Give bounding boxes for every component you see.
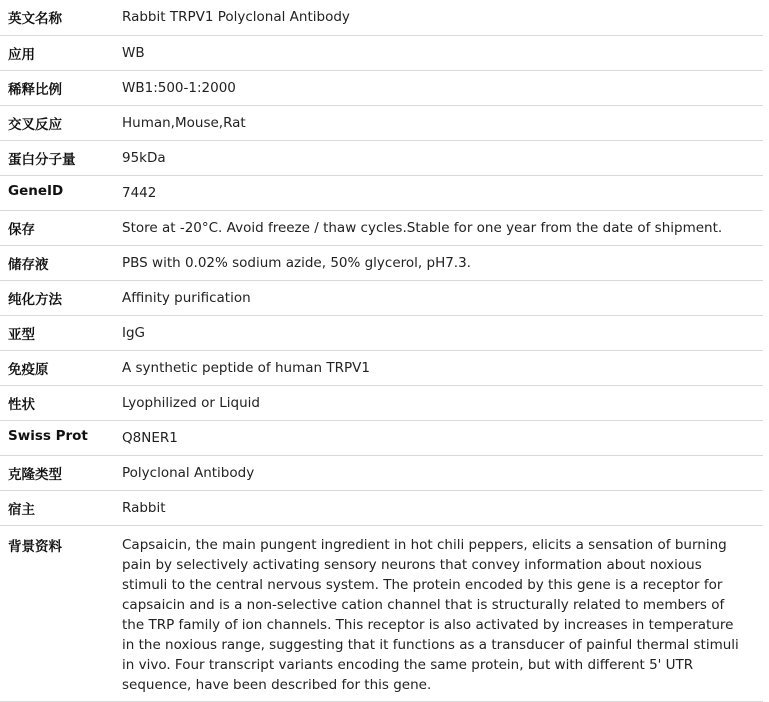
spec-row-background xyxy=(0,525,763,701)
spec-label: GeneID xyxy=(8,182,64,199)
spec-row-molecular-weight xyxy=(0,140,763,175)
spec-label: 亚型 xyxy=(8,326,35,343)
spec-label: 宿主 xyxy=(8,501,35,518)
spec-value: 7442 xyxy=(122,184,157,201)
spec-value: Affinity purification xyxy=(122,289,251,306)
spec-label: 储存液 xyxy=(8,256,49,273)
spec-value: Q8NER1 xyxy=(122,429,178,446)
spec-label: 应用 xyxy=(8,46,35,63)
spec-row-isotype xyxy=(0,315,763,350)
spec-row-dilution xyxy=(0,70,763,105)
spec-row-swiss-prot xyxy=(0,420,763,455)
spec-row-english-name xyxy=(0,0,763,35)
spec-label: 免疫原 xyxy=(8,361,49,378)
spec-label: 背景资料 xyxy=(8,538,62,555)
spec-value: 95kDa xyxy=(122,149,166,166)
spec-value: PBS with 0.02% sodium azide, 50% glycerol, pH7.3. xyxy=(122,254,471,271)
spec-label: 保存 xyxy=(8,221,35,238)
spec-value: Capsaicin, the main pungent ingredient in hot chili peppers, elicits a sensation of burning pain by selectively activating sensory neurons that convey information about noxious stimuli to the central nervous system. The protein encoded by this gene is a receptor for capsaicin and is a non-selective cation channel that is structurally related to members of the TRP family of ion channels. This receptor is also activated by increases in temperature in the noxious range, suggesting that it functions as a transducer of painful thermal stimuli in vivo. Four transcript variants encoding the same protein, but with different 5' UTR sequence, have been described for this gene. xyxy=(122,536,739,693)
spec-label: 英文名称 xyxy=(8,11,62,27)
spec-label: 交叉反应 xyxy=(8,116,62,133)
spec-value: Lyophilized or Liquid xyxy=(122,394,260,411)
spec-value: WB xyxy=(122,44,145,61)
spec-label: 蛋白分子量 xyxy=(8,151,76,168)
spec-label: 纯化方法 xyxy=(8,291,62,308)
spec-label: 稀释比例 xyxy=(8,81,62,98)
spec-label: 性状 xyxy=(8,396,35,413)
spec-value: IgG xyxy=(122,324,146,341)
spec-label: Swiss Prot xyxy=(8,427,88,444)
spec-value: WB1:500-1:2000 xyxy=(122,79,236,96)
spec-row-clonality xyxy=(0,455,763,490)
spec-row-host xyxy=(0,490,763,525)
spec-value: Human,Mouse,Rat xyxy=(122,114,246,131)
spec-row-gene-id xyxy=(0,175,763,210)
spec-value: Rabbit xyxy=(122,499,166,516)
spec-row-form xyxy=(0,385,763,420)
spec-row-storage-buffer xyxy=(0,245,763,280)
spec-row-immunogen xyxy=(0,350,763,385)
spec-value: Rabbit TRPV1 Polyclonal Antibody xyxy=(122,9,350,25)
spec-value: Store at -20°C. Avoid freeze / thaw cycles.Stable for one year from the date of shipment. xyxy=(122,219,723,236)
spec-value: Polyclonal Antibody xyxy=(122,464,255,481)
spec-row-cross-reactivity xyxy=(0,105,763,140)
spec-row-application xyxy=(0,35,763,70)
spec-label: 克隆类型 xyxy=(8,466,62,483)
spec-row-purification xyxy=(0,280,763,315)
spec-row-storage xyxy=(0,210,763,245)
spec-value: A synthetic peptide of human TRPV1 xyxy=(122,359,370,376)
